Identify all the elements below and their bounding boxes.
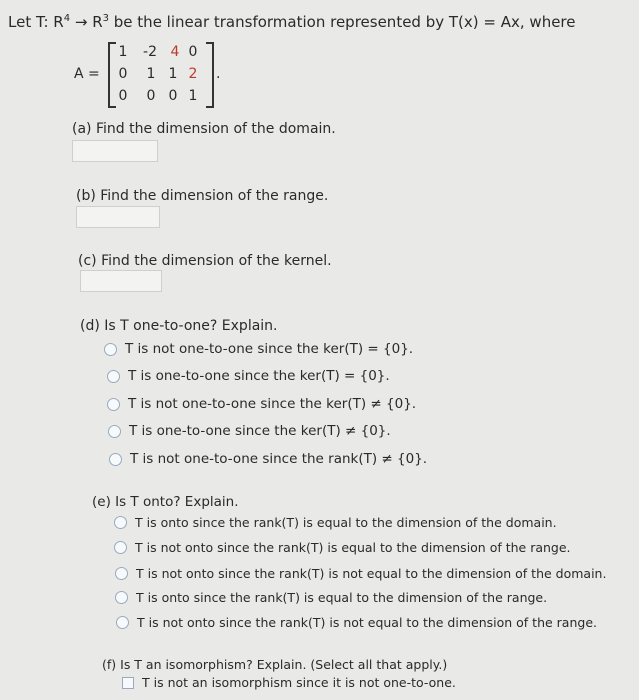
matrix-cell: 4 xyxy=(170,44,180,60)
radio-button[interactable] xyxy=(107,398,120,411)
option-e-1[interactable] xyxy=(114,515,557,530)
matrix-label: A = xyxy=(74,66,100,82)
matrix-cell: 0 xyxy=(118,88,128,104)
matrix-cell: 1 xyxy=(146,66,156,82)
option-d-5[interactable] xyxy=(109,451,427,467)
option-label: T is one-to-one since the ker(T) ≠ {0}. xyxy=(129,423,391,439)
matrix-cell: 0 xyxy=(118,66,128,82)
radio-button[interactable] xyxy=(115,567,128,580)
question-c: (c) Find the dimension of the kernel. xyxy=(78,253,332,269)
option-label: T is onto since the rank(T) is equal to the dimension of the domain. xyxy=(135,515,557,530)
intro-arrow: → R xyxy=(70,13,103,31)
option-e-5[interactable] xyxy=(116,615,597,630)
matrix-cell: 1 xyxy=(188,88,198,104)
radio-button[interactable] xyxy=(115,591,128,604)
question-e: (e) Is T onto? Explain. xyxy=(92,494,239,510)
option-d-4[interactable] xyxy=(108,423,391,439)
domain-exponent: 4 xyxy=(63,13,71,24)
option-label: T is not one-to-one since the ker(T) = {0}. xyxy=(125,341,414,357)
intro-prefix: Let T: R xyxy=(8,13,64,31)
matrix-right-bracket xyxy=(206,42,214,108)
option-e-2[interactable] xyxy=(114,540,571,555)
answer-input-b[interactable] xyxy=(76,206,160,228)
option-f-1[interactable] xyxy=(122,675,456,690)
matrix-cell: 1 xyxy=(168,66,178,82)
matrix-cell: 1 xyxy=(118,44,128,60)
matrix-cell: 0 xyxy=(168,88,178,104)
intro-after: , where xyxy=(519,13,576,31)
option-label: T is not onto since the rank(T) is not equal to the dimension of the range. xyxy=(137,615,597,630)
radio-button[interactable] xyxy=(104,343,117,356)
radio-button[interactable] xyxy=(109,453,122,466)
problem-statement xyxy=(8,13,576,31)
answer-input-a[interactable] xyxy=(72,140,158,162)
codomain-exponent: 3 xyxy=(102,13,110,24)
option-label: T is not an isomorphism since it is not one-to-one. xyxy=(142,675,456,690)
matrix-period: . xyxy=(216,66,221,82)
radio-button[interactable] xyxy=(114,516,127,529)
radio-button[interactable] xyxy=(107,370,120,383)
radio-button[interactable] xyxy=(108,425,121,438)
option-label: T is not one-to-one since the rank(T) ≠ {0}. xyxy=(130,451,428,467)
option-d-3[interactable] xyxy=(107,396,416,412)
checkbox[interactable] xyxy=(122,677,134,689)
option-label: T is not one-to-one since the ker(T) ≠ {0}. xyxy=(128,396,417,412)
answer-input-c[interactable] xyxy=(80,270,162,292)
option-e-3[interactable] xyxy=(115,566,606,581)
radio-button[interactable] xyxy=(116,616,129,629)
question-d: (d) Is T one-to-one? Explain. xyxy=(80,318,278,334)
option-label: T is onto since the rank(T) is equal to the dimension of the range. xyxy=(136,590,548,605)
matrix-cell: -2 xyxy=(143,44,157,60)
intro-suffix: be the linear transformation represented by xyxy=(109,13,449,31)
question-b: (b) Find the dimension of the range. xyxy=(76,188,329,204)
intro-function: T(x) = Ax xyxy=(448,13,520,31)
option-d-2[interactable] xyxy=(107,368,390,384)
option-d-1[interactable] xyxy=(104,341,413,357)
option-label: T is not onto since the rank(T) is not equal to the dimension of the domain. xyxy=(136,566,607,581)
matrix-cell: 2 xyxy=(188,66,198,82)
matrix-cell: 0 xyxy=(188,44,198,60)
option-label: T is one-to-one since the ker(T) = {0}. xyxy=(128,368,390,384)
question-f: (f) Is T an isomorphism? Explain. (Select all that apply.) xyxy=(102,657,448,672)
option-label: T is not onto since the rank(T) is equal to the dimension of the range. xyxy=(135,540,571,555)
option-e-4[interactable] xyxy=(115,590,547,605)
radio-button[interactable] xyxy=(114,541,127,554)
question-a: (a) Find the dimension of the domain. xyxy=(72,121,336,137)
matrix-cell: 0 xyxy=(146,88,156,104)
